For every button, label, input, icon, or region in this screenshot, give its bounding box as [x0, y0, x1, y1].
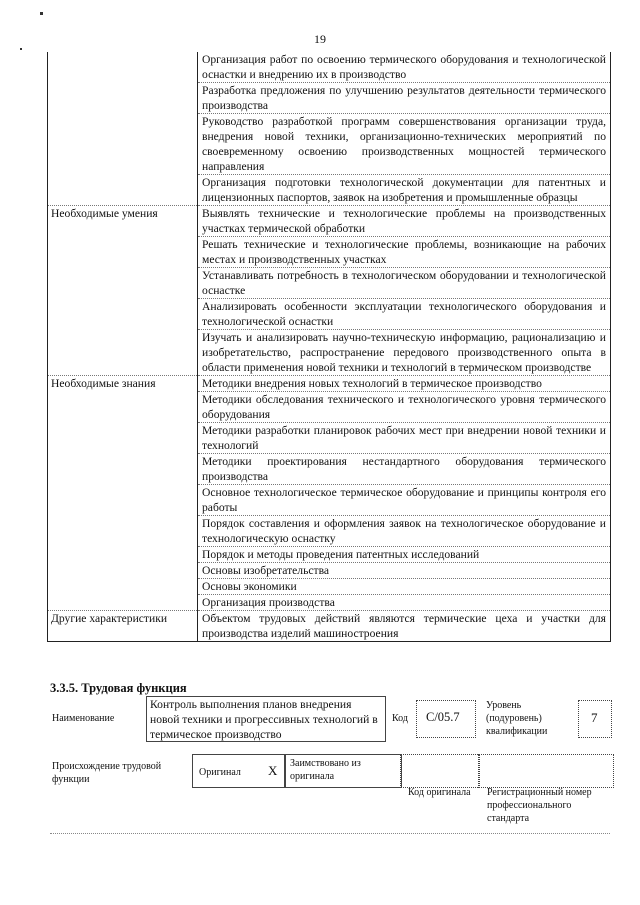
original-label: Оригинал	[199, 767, 241, 778]
table-row	[48, 376, 611, 392]
borrowed-label: Заимствовано из оригинала	[290, 758, 361, 782]
table-row	[48, 237, 611, 268]
code-label: Код	[392, 713, 408, 724]
table-row	[48, 423, 611, 454]
row-description: Основы экономики	[198, 579, 611, 595]
row-description: Методики разработки планировок рабочих мест при внедрении новой техники и технологий	[198, 423, 611, 454]
scan-speck	[20, 48, 22, 50]
level-label: Уровень (подуровень) квалификации	[486, 700, 548, 737]
row-description: Устанавливать потребность в технологическом оборудовании и технологической оснастке	[198, 268, 611, 299]
row-category	[48, 454, 198, 485]
original-mark: X	[268, 763, 278, 778]
row-description: Организация производства	[198, 595, 611, 611]
table-row	[48, 563, 611, 579]
row-category	[48, 114, 198, 175]
row-category	[48, 330, 198, 376]
table-row	[48, 516, 611, 547]
row-description: Изучать и анализировать научно-техническую информацию, рационализацию и изобретательство, распространение передового производственного опыта в области применения новой техники и технологий в термическом производстве	[198, 330, 611, 376]
row-description: Методики обследования технического и технологического уровня термического оборудования	[198, 392, 611, 423]
row-description: Порядок и методы проведения патентных исследований	[198, 547, 611, 563]
table-row	[48, 392, 611, 423]
row-description: Разработка предложения по улучшению результатов деятельности термического производства	[198, 83, 611, 114]
level-value: 7	[591, 710, 598, 725]
table-row	[48, 299, 611, 330]
row-description: Порядок составления и оформления заявок на технологическое оборудование и технологическую оснастку	[198, 516, 611, 547]
table-row	[48, 547, 611, 563]
skills-table	[47, 52, 611, 642]
row-description: Объектом трудовых действий являются термические цеха и участки для производства изделий машиностроения	[198, 611, 611, 642]
row-description: Организация работ по освоению термического оборудования и технологической оснастки и внедрению их в производство	[198, 52, 611, 83]
row-category: Другие характеристики	[48, 611, 198, 642]
row-category	[48, 237, 198, 268]
row-category	[48, 299, 198, 330]
code-original-label: Код оригинала	[408, 787, 471, 798]
section-title: 3.3.5. Трудовая функция	[50, 681, 187, 695]
origin-label: Происхождение трудовой функции	[52, 761, 162, 785]
name-value: Контроль выполнения планов внедрения новой техники и прогрессивных технологий в термическое производство	[150, 698, 378, 741]
table-row	[48, 595, 611, 611]
row-category	[48, 52, 198, 83]
row-category	[48, 268, 198, 299]
row-category	[48, 175, 198, 206]
row-description: Выявлять технические и технологические проблемы на производственных участках термической обработки	[198, 206, 611, 237]
row-category	[48, 595, 198, 611]
row-category	[48, 485, 198, 516]
row-category	[48, 423, 198, 454]
row-description: Методики проектирования нестандартного оборудования термического производства	[198, 454, 611, 485]
table-row	[48, 579, 611, 595]
row-category	[48, 516, 198, 547]
row-description: Решать технические и технологические проблемы, возникающие на рабочих местах и производственных участках	[198, 237, 611, 268]
row-description: Руководство разработкой программ совершенствования организации труда, внедрения новой техники, организационно-технических мероприятий по своевременному освоению производственных мощностей термического направления	[198, 114, 611, 175]
row-category	[48, 83, 198, 114]
row-description: Основы изобретательства	[198, 563, 611, 579]
page-number: 19	[314, 32, 326, 46]
row-category	[48, 563, 198, 579]
table-row	[48, 175, 611, 206]
reg-number-label: Регистрационный номер профессионального стандарта	[487, 787, 592, 824]
row-category	[48, 392, 198, 423]
code-original-box	[400, 754, 480, 788]
row-category: Необходимые умения	[48, 206, 198, 237]
table-row	[48, 114, 611, 175]
table-row	[48, 206, 611, 237]
table-row	[48, 52, 611, 83]
table-row	[48, 611, 611, 642]
row-description: Основное технологическое термическое оборудование и принципы контроля его работы	[198, 485, 611, 516]
row-category	[48, 547, 198, 563]
table-row	[48, 485, 611, 516]
table-row	[48, 268, 611, 299]
reg-number-box	[478, 754, 614, 788]
row-description: Анализировать особенности эксплуатации технологического оборудования и технологической оснастки	[198, 299, 611, 330]
row-category: Необходимые знания	[48, 376, 198, 392]
table-row	[48, 83, 611, 114]
bottom-divider	[50, 833, 610, 834]
table-row	[48, 330, 611, 376]
row-description: Методики внедрения новых технологий в термическое производство	[198, 376, 611, 392]
scan-speck	[40, 12, 43, 15]
name-label: Наименование	[52, 713, 115, 724]
row-description: Организация подготовки технологической документации для патентных и лицензионных паспортов, заявок на изобретения и промышленные образцы	[198, 175, 611, 206]
code-value: C/05.7	[426, 710, 460, 724]
table-row	[48, 454, 611, 485]
row-category	[48, 579, 198, 595]
